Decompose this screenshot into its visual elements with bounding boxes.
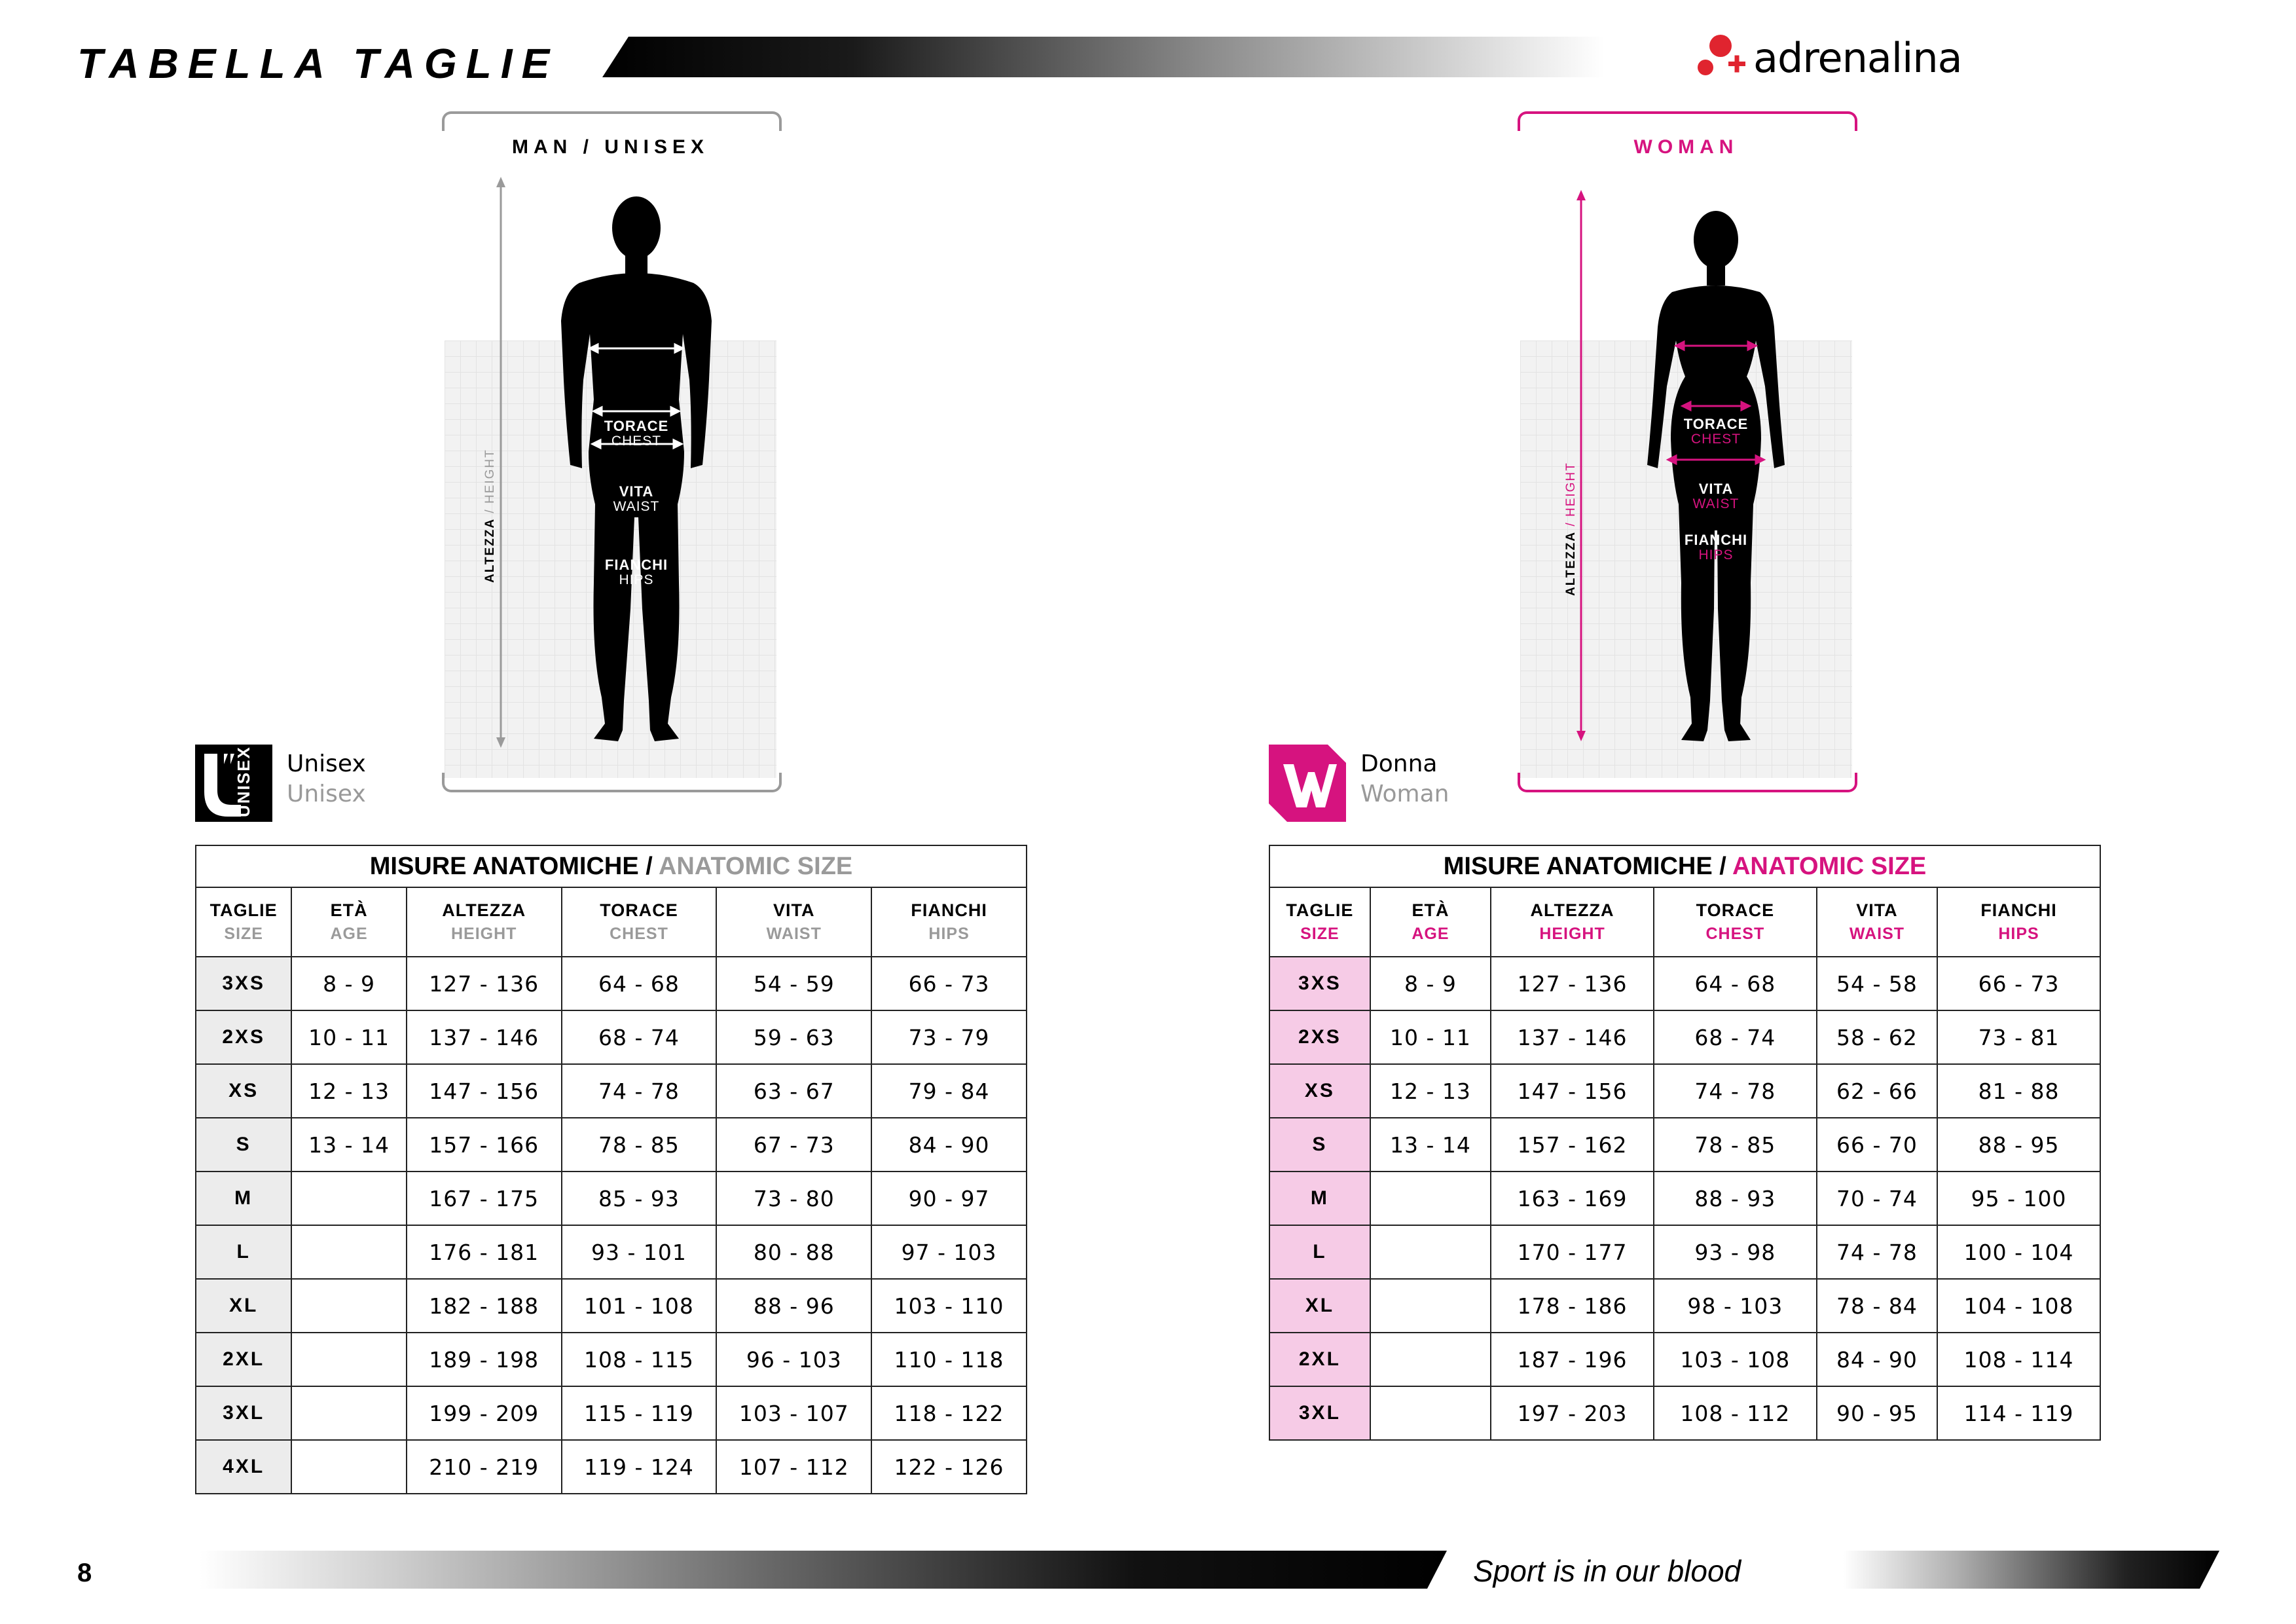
woman-header-hips: FIANCHI HIPS [1937,887,2100,957]
table-cell: 108 - 112 [1654,1386,1817,1440]
man-badge-line2: Unisex [287,781,366,807]
table-cell: 85 - 93 [562,1172,717,1225]
table-cell: 88 - 93 [1654,1172,1817,1225]
table-cell: 74 - 78 [562,1064,717,1118]
table-cell: 80 - 88 [716,1225,871,1279]
table-cell: 13 - 14 [1370,1118,1491,1172]
table-cell: 147 - 156 [407,1064,562,1118]
table-cell: 79 - 84 [871,1064,1027,1118]
table-cell: 93 - 101 [562,1225,717,1279]
table-row [196,1010,1027,1064]
man-figure-title: MAN / UNISEX [511,136,710,158]
size-cell: 4XL [196,1440,291,1494]
footer-gradient-bar-right [1843,1551,2219,1589]
size-cell: 2XS [1269,1010,1370,1064]
woman-badge-line1: Donna [1360,750,1438,777]
table-cell: 167 - 175 [407,1172,562,1225]
man-badge-line1: Unisex [287,750,366,777]
table-cell: 119 - 124 [562,1440,717,1494]
size-cell: 2XL [1269,1333,1370,1386]
table-row [1269,1279,2100,1333]
table-row [196,1064,1027,1118]
table-row [196,1172,1027,1225]
table-cell: 103 - 107 [716,1386,871,1440]
table-row [196,1118,1027,1172]
table-cell: 100 - 104 [1937,1225,2100,1279]
table-cell: 54 - 58 [1817,957,1937,1010]
table-cell: 78 - 84 [1817,1279,1937,1333]
table-cell: 66 - 73 [871,957,1027,1010]
table-cell: 103 - 110 [871,1279,1027,1333]
table-row [196,1440,1027,1494]
table-cell: 54 - 59 [716,957,871,1010]
woman-silhouette-graphic [1518,111,1855,792]
woman-badge-icon [1269,745,1346,822]
table-cell: 70 - 74 [1817,1172,1937,1225]
table-cell: 137 - 146 [1491,1010,1654,1064]
table-cell: 12 - 13 [291,1064,406,1118]
woman-figure-panel [1518,111,1855,792]
table-cell: 147 - 156 [1491,1064,1654,1118]
size-cell: 2XS [196,1010,291,1064]
table-cell: 110 - 118 [871,1333,1027,1386]
table-cell: 157 - 166 [407,1118,562,1172]
size-cell: S [196,1118,291,1172]
woman-hips-label: FIANCHI [1684,532,1748,548]
size-cell: M [196,1172,291,1225]
man-header-chest: TORACE CHEST [562,887,717,957]
table-cell: 10 - 11 [1370,1010,1491,1064]
size-cell: L [196,1225,291,1279]
table-row [1269,957,2100,1010]
table-cell [1370,1386,1491,1440]
table-cell: 68 - 74 [562,1010,717,1064]
table-cell: 95 - 100 [1937,1172,2100,1225]
table-cell: 137 - 146 [407,1010,562,1064]
table-cell: 58 - 62 [1817,1010,1937,1064]
table-row [196,1279,1027,1333]
table-row [1269,1064,2100,1118]
man-size-table [195,845,1027,1494]
table-cell [291,1279,406,1333]
table-cell: 187 - 196 [1491,1333,1654,1386]
woman-chest-label: TORACE [1683,416,1749,432]
table-cell: 127 - 136 [407,957,562,1010]
table-row [1269,1172,2100,1225]
size-cell: 3XS [1269,957,1370,1010]
table-cell [291,1225,406,1279]
table-row [196,1225,1027,1279]
size-cell: 3XL [1269,1386,1370,1440]
table-row [196,1386,1027,1440]
table-cell: 93 - 98 [1654,1225,1817,1279]
size-cell: 3XL [196,1386,291,1440]
table-cell: 104 - 108 [1937,1279,2100,1333]
woman-header-age: ETÀ AGE [1370,887,1491,957]
table-row [196,957,1027,1010]
brand-logo-icon [1696,31,1748,84]
table-cell [1370,1333,1491,1386]
table-cell: 199 - 209 [407,1386,562,1440]
woman-header-waist: VITA WAIST [1817,887,1937,957]
table-cell: 74 - 78 [1817,1225,1937,1279]
woman-chest-label-en: CHEST [1690,432,1741,447]
table-cell: 108 - 114 [1937,1333,2100,1386]
table-cell [291,1386,406,1440]
woman-header-height: ALTEZZA HEIGHT [1491,887,1654,957]
table-cell: 8 - 9 [291,957,406,1010]
table-cell: 182 - 188 [407,1279,562,1333]
table-cell: 66 - 73 [1937,957,2100,1010]
table-cell: 88 - 96 [716,1279,871,1333]
table-cell [1370,1225,1491,1279]
woman-waist-label-en: WAIST [1692,496,1740,511]
woman-waist-label: VITA [1698,481,1734,497]
table-cell: 163 - 169 [1491,1172,1654,1225]
table-cell: 189 - 198 [407,1333,562,1386]
table-cell [291,1440,406,1494]
table-cell: 78 - 85 [1654,1118,1817,1172]
page-title: TABELLA TAGLIE [77,40,559,87]
man-table-caption: MISURE ANATOMICHE / ANATOMIC SIZE [196,845,1027,887]
woman-badge-line2: Woman [1360,781,1449,807]
man-header-hips: FIANCHI HIPS [871,887,1027,957]
woman-figure-title: WOMAN [1633,136,1739,158]
table-cell: 122 - 126 [871,1440,1027,1494]
size-cell: 2XL [196,1333,291,1386]
man-waist-label: VITA [619,483,654,500]
woman-hips-label-en: HIPS [1698,547,1734,563]
table-cell: 74 - 78 [1654,1064,1817,1118]
table-cell: 59 - 63 [716,1010,871,1064]
woman-table-caption: MISURE ANATOMICHE / ANATOMIC SIZE [1269,845,2100,887]
table-row [1269,1386,2100,1440]
footer-gradient-bar-left [200,1551,1447,1589]
table-cell [1370,1279,1491,1333]
table-cell [291,1172,406,1225]
table-cell: 88 - 95 [1937,1118,2100,1172]
woman-header-chest: TORACE CHEST [1654,887,1817,957]
table-cell: 66 - 70 [1817,1118,1937,1172]
table-cell: 84 - 90 [871,1118,1027,1172]
size-cell: XL [196,1279,291,1333]
woman-size-table [1269,845,2101,1441]
size-cell: M [1269,1172,1370,1225]
table-cell: 90 - 95 [1817,1386,1937,1440]
table-row [1269,1225,2100,1279]
table-cell: 97 - 103 [871,1225,1027,1279]
man-waist-label-en: WAIST [613,499,660,514]
table-cell: 157 - 162 [1491,1118,1654,1172]
table-cell: 170 - 177 [1491,1225,1654,1279]
size-cell: 3XS [196,957,291,1010]
table-cell: 73 - 80 [716,1172,871,1225]
woman-height-label: ALTEZZA / HEIGHT [1564,462,1578,596]
woman-table-header-row [1269,887,2100,957]
table-cell: 127 - 136 [1491,957,1654,1010]
table-cell: 96 - 103 [716,1333,871,1386]
man-table-header-row [196,887,1027,957]
table-cell: 63 - 67 [716,1064,871,1118]
size-cell: XS [196,1064,291,1118]
table-cell: 197 - 203 [1491,1386,1654,1440]
size-cell: S [1269,1118,1370,1172]
table-cell: 62 - 66 [1817,1064,1937,1118]
man-chest-label: TORACE [604,418,669,434]
woman-header-size: TAGLIE SIZE [1269,887,1370,957]
table-row [1269,1333,2100,1386]
man-hips-label-en: HIPS [619,572,654,587]
table-row [196,1333,1027,1386]
brand-logo [1696,31,1962,84]
table-cell: 103 - 108 [1654,1333,1817,1386]
size-cell: XL [1269,1279,1370,1333]
man-figure-panel [442,111,779,792]
table-cell: 73 - 79 [871,1010,1027,1064]
size-cell: L [1269,1225,1370,1279]
table-cell: 81 - 88 [1937,1064,2100,1118]
table-cell: 84 - 90 [1817,1333,1937,1386]
table-cell: 107 - 112 [716,1440,871,1494]
table-cell: 98 - 103 [1654,1279,1817,1333]
table-cell: 115 - 119 [562,1386,717,1440]
man-chest-label-en: CHEST [611,434,662,449]
table-cell: 101 - 108 [562,1279,717,1333]
table-cell: 114 - 119 [1937,1386,2100,1440]
table-row [1269,1118,2100,1172]
table-cell [1370,1172,1491,1225]
table-cell: 8 - 9 [1370,957,1491,1010]
table-cell: 64 - 68 [562,957,717,1010]
table-cell: 178 - 186 [1491,1279,1654,1333]
table-cell: 90 - 97 [871,1172,1027,1225]
table-cell: 64 - 68 [1654,957,1817,1010]
page-number: 8 [77,1559,92,1587]
man-hips-label: FIANCHI [604,557,668,573]
table-cell: 12 - 13 [1370,1064,1491,1118]
man-height-label: ALTEZZA / HEIGHT [483,449,497,583]
woman-silhouette-icon [1647,211,1785,741]
table-cell: 68 - 74 [1654,1010,1817,1064]
man-header-height: ALTEZZA HEIGHT [407,887,562,957]
table-cell: 73 - 81 [1937,1010,2100,1064]
brand-name: adrenalina [1753,33,1962,82]
table-cell [291,1333,406,1386]
footer-tagline: Sport is in our blood [1473,1554,1741,1588]
table-cell: 210 - 219 [407,1440,562,1494]
table-cell: 67 - 73 [716,1118,871,1172]
unisex-badge-vertical-text: UNISEX [234,746,253,817]
table-cell: 108 - 115 [562,1333,717,1386]
man-header-size: TAGLIE SIZE [196,887,291,957]
man-header-waist: VITA WAIST [716,887,871,957]
table-cell: 13 - 14 [291,1118,406,1172]
size-cell: XS [1269,1064,1370,1118]
man-silhouette-icon [561,196,712,741]
header-gradient-bar [602,37,1604,77]
man-header-age: ETÀ AGE [291,887,406,957]
table-cell: 176 - 181 [407,1225,562,1279]
table-cell: 10 - 11 [291,1010,406,1064]
table-cell: 118 - 122 [871,1386,1027,1440]
table-row [1269,1010,2100,1064]
table-cell: 78 - 85 [562,1118,717,1172]
